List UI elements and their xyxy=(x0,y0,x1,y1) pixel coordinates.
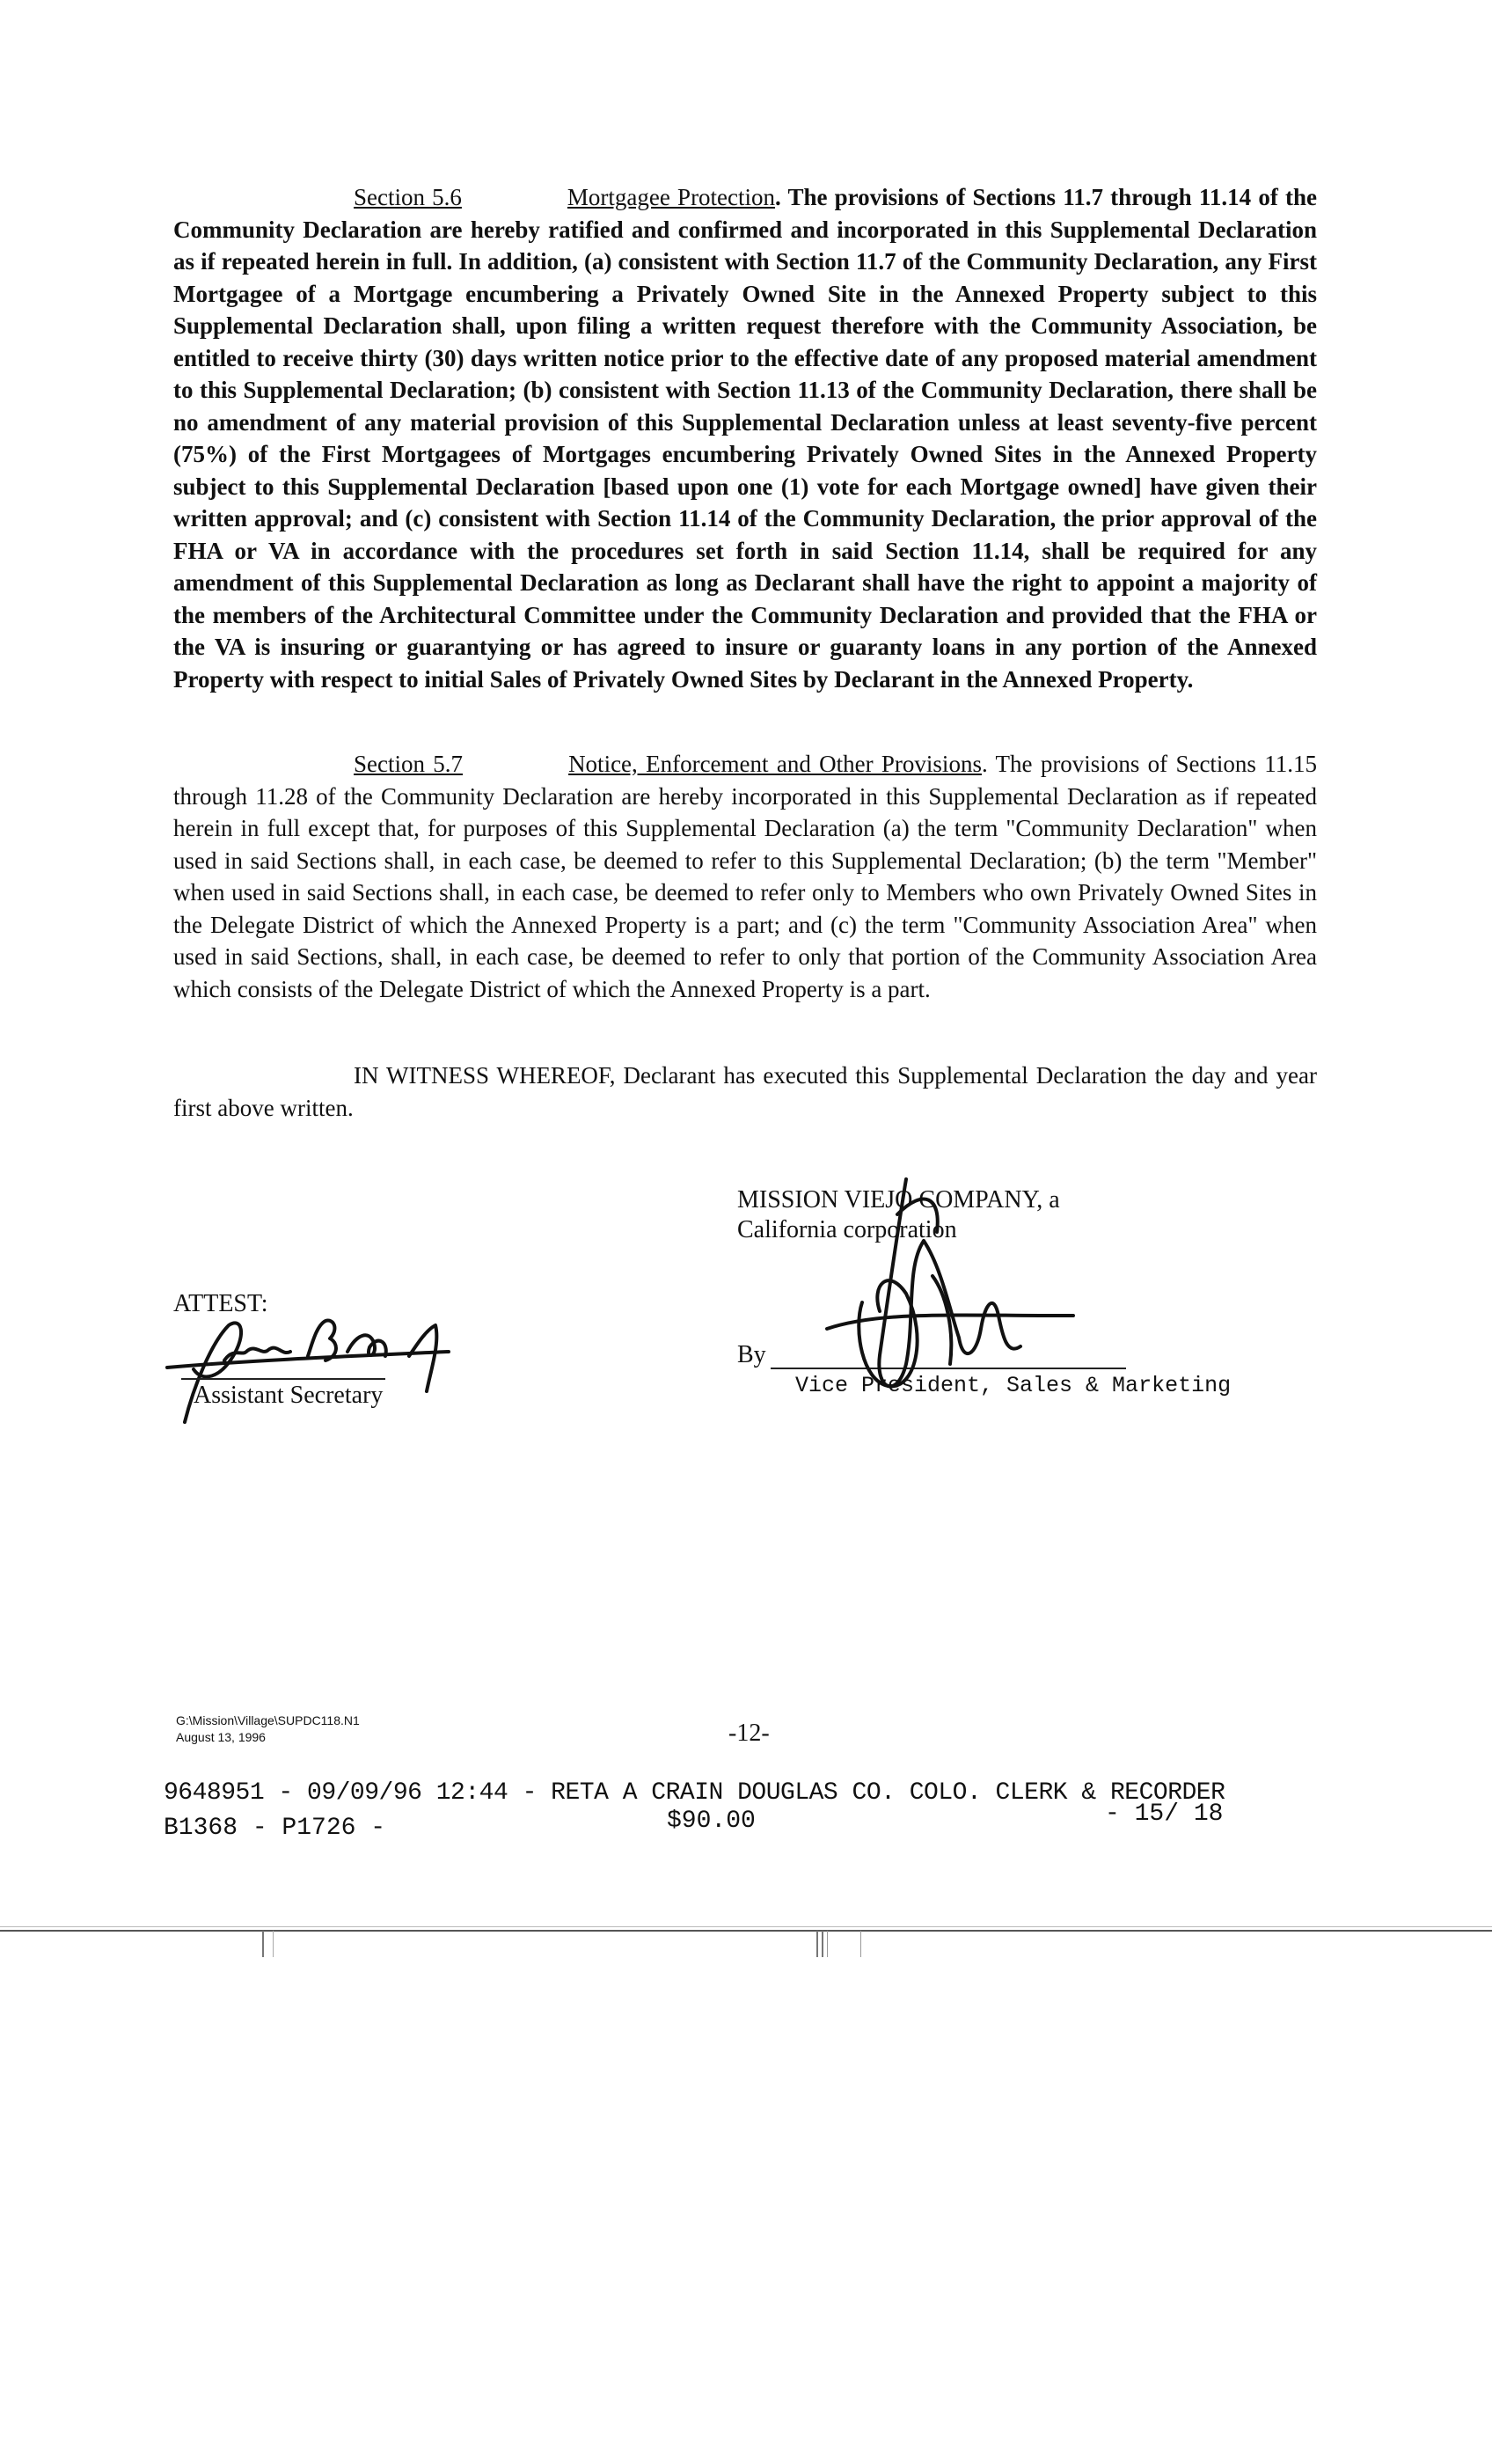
section-5-6-text: . The provisions of Sections 11.7 through 11.14 of the Community Declaration are hereby ratified and confirmed and incorporated in this Supplemental Declaration as if repeated herein in full. In addition, (a) consistent with Section 11.7 of the Community Declaration, any First Mortgagee of a Mortgage encumbering a Privately Owned Site in the Annexed Property subject to this Supplemental Declaration shall, upon filing a written request therefore with the Community Association, be entitled to receive thirty (30) days written notice prior to the effective date of any proposed material amendment to this Supplemental Declaration; (b) consistent with Section 11.13 of the Community Declaration, there shall be no amendment of any material provision of this Supplemental Declaration unless at least seventy-five percent (75%) of the First Mortgagees of Mortgages encumbering Privately Owned Sites in the Annexed Property subject to this Supplemental Declaration [based upon one (1) vote for each Mortgage owned] have given their written approval; and (c) consistent with Section 11.14 of the Community Declaration, the prior approval of the FHA or VA in accordance with the procedures set forth in said Section 11.14, shall be required for any amendment of this Supplemental Declaration as long as Declarant shall have the right to appoint a majority of the members of the Architectural Committee under the Community Declaration and provided that the FHA or the VA is insuring or guarantying or has agreed to insure or guaranty loans in any portion of the Annexed Property with respect to initial Sales of Privately Owned Sites by Declarant in the Annexed Property. xyxy=(173,184,1317,693)
signer-title: Vice President, Sales & Marketing xyxy=(795,1373,1232,1398)
scan-tick-6 xyxy=(860,1931,861,1957)
vice-president-signature xyxy=(774,1162,1091,1426)
scan-tick-1 xyxy=(262,1931,264,1957)
document-date: August 13, 1996 xyxy=(176,1730,266,1744)
scan-tick-2 xyxy=(273,1931,274,1957)
scan-edge-line-faint xyxy=(0,1926,1492,1927)
company-line-1: MISSION VIEJO COMPANY, a xyxy=(737,1186,1060,1214)
scan-tick-4 xyxy=(822,1931,823,1957)
witness-clause xyxy=(173,1060,1317,1124)
recording-page-of: - 15/ 18 xyxy=(1105,1800,1224,1828)
section-5-7-paragraph xyxy=(173,748,1317,1005)
scan-edge-line xyxy=(0,1930,1492,1932)
attest-label: ATTEST: xyxy=(173,1290,268,1317)
by-label: By xyxy=(737,1341,766,1368)
recording-line-1: 9648951 - 09/09/96 12:44 - RETA A CRAIN DOUGLAS CO. COLO. CLERK & RECORDER xyxy=(164,1779,1225,1807)
section-5-6-title: Mortgagee Protection xyxy=(567,184,776,210)
section-5-7-number: Section 5.7 xyxy=(354,751,464,777)
section-5-6-number: Section 5.6 xyxy=(354,184,462,210)
section-5-6-paragraph xyxy=(173,181,1317,695)
recording-line-2-left: B1368 - P1726 - xyxy=(164,1815,386,1842)
scan-tick-5 xyxy=(827,1931,828,1957)
company-line-2: California corporation xyxy=(737,1216,957,1243)
file-path: G:\Mission\Village\SUPDC118.N1 xyxy=(176,1713,360,1727)
assistant-secretary-signature xyxy=(158,1308,475,1431)
recording-fee: $90.00 xyxy=(667,1808,756,1835)
scan-tick-3 xyxy=(816,1931,818,1957)
witness-text: IN WITNESS WHEREOF, Declarant has executed this Supplemental Declaration the day and year first above written. xyxy=(173,1062,1317,1121)
section-5-7-title: Notice, Enforcement and Other Provisions xyxy=(568,751,982,777)
signature-line-attest xyxy=(181,1378,385,1380)
section-5-7-text: . The provisions of Sections 11.15 through 11.28 of the Community Declaration are hereby incorporated in this Supplemental Declaration as if repeated herein in full except that, for purposes of this Supplemental Declaration (a) the term "Community Declaration" when used in said Sections shall, in each case, be deemed to refer to this Supplemental Declaration; (b) the term "Member" when used in said Sections shall, in each case, be deemed to refer only to Members who own Privately Owned Sites in the Delegate District of which the Annexed Property is a part; and (c) the term "Community Association Area" when used in said Sections, shall, in each case, be deemed to refer to only that portion of the Community Association Area which consists of the Delegate District of which the Annexed Property is a part. xyxy=(173,751,1317,1002)
assistant-secretary-title: Assistant Secretary xyxy=(194,1382,384,1409)
page-number: -12- xyxy=(728,1720,770,1747)
